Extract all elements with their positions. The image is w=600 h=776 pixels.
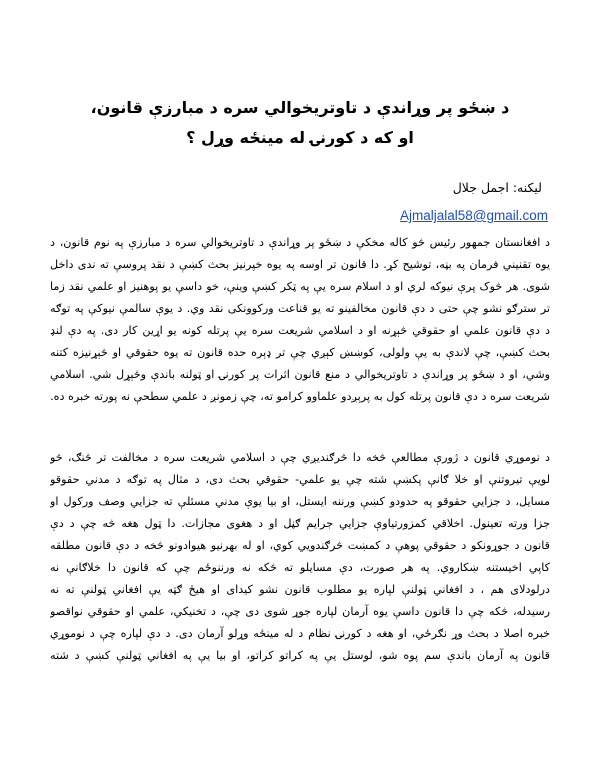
paragraph-line: بحث کښې، چې لاندې به یې ولولی، کوښښ کېږي چې تر ډېره حده قانون ته یوه حقوقي او څېړنیزه کتنه bbox=[50, 346, 550, 359]
paragraph-line: د دې قانون علمي او حقوقي څېړنه او د اسلامي شریعت سره یې پرتله کونه یو اړین کار دی. په دې لنډ bbox=[50, 324, 550, 337]
paragraph-line: مسایل، د جزایي حقوقو په حدودو کښې ورننه ایستل، او بیا یوې مدني مسئلې ته جزایي وصف ورکول او bbox=[50, 495, 550, 508]
paragraph-line: درلودلای هم ، د افغاني ټولنې لپاره یو مطلوب قانون نشو کیدای او هیڅ ګټه یې افغاني ټولنې ته نه bbox=[50, 583, 550, 596]
paragraph-line: قانون په آرمان باندې سم پوه شو، لوستل یې په کراتو کراتو، او بیا یې په افغاني ټولنې کښې د شته bbox=[50, 649, 550, 662]
paragraph-line: د افغانستان جمهور رئیس څو کاله مخکې د ښځو پر وړاندې د تاوتریخوالي سره د مبارزې په نوم قانون، د bbox=[50, 236, 550, 249]
paragraph-line: د نوموړي قانون د ژورې مطالعې څخه دا څرګندیږي چې د اسلامي شریعت سره د مخالفت تر څنګ، څو bbox=[50, 451, 550, 464]
author-email-link[interactable]: Ajmaljalal58@gmail.com bbox=[399, 208, 548, 223]
paragraph-line: لویې تیروتنې او خلا ګانې پکښې شته چې یو علمي- حقوقي بحث دی، د مثال په توګه د مدني حقوقو bbox=[50, 473, 550, 486]
document-title-line-1: د ښځو پر وړاندې د تاوتریخوالي سره د مبارزې قانون، bbox=[90, 98, 510, 117]
paragraph-line: تر سترګو نشو چې حتی د دې قانون مخالفینو ته یو قناعت ورکوونکی نقد وي. د یوې سالمې نیوکې په توګه bbox=[50, 302, 550, 315]
paragraph-line: وشي، او د ښځو پر وړاندې د تاوتریخوالي د منع قانون اثرات پر کورنۍ او ټولنه باندې وڅېړل شي. اسلامي bbox=[50, 368, 550, 381]
paragraph-line: شوی. هر څوک پرې نیوکه لري او د اسلام سره یې په ټکر کښې وینې، خو داسې یو پوهنیز او علمي نقد زما bbox=[50, 280, 550, 293]
paragraph-line: قانون د جوړونکو د حقوقي پوهې د کمښت څرګندویي کوي، او له بهرنیو هیوادونو څخه د دې قانون مطلقه bbox=[50, 539, 550, 552]
paragraph-line: شریعت سره د دې قانون پرتله کول به پرېږدو علماوو کرامو ته، چې زمونږ د علمي سطحې نه پورته خبره ده. bbox=[50, 390, 550, 403]
author-line: لیکنه: اجمل جلال bbox=[452, 180, 542, 195]
document-title-line-2: او که د کورنۍ له مینځه وړل ؟ bbox=[186, 128, 414, 147]
paragraph-line: جزا ورته تعینول. اخلاقي کمزورتیاوې جزایي جرایم ګڼل او د هغوی مجازات. دا ټول هغه څه چې د دې bbox=[50, 517, 550, 530]
paragraph-line: خبره اصلا د بحث وړ نګرځي، او هغه د کورنۍ نظام د له مینځه وړلو آرمان دی. د دې لپاره چې د نوموړي bbox=[50, 627, 550, 640]
paragraph-line: یوه تقنیني فرمان په بڼه، توشیح کړ. دا قانون تر اوسه په یوه خپرنیز بحث کښې د نقد پروسې ته ندی داخل bbox=[50, 258, 550, 271]
paragraph-line: کاپي اخیستنه ښکاروي. په هر صورت، دې مسایلو ته څکه نه ورننوځم چې که قانون دا خلاګانې نه bbox=[50, 561, 550, 574]
paragraph-line: رسیدله، څکه چې دا قانون داسې یوه آرمان لپاره جوړ شوی دی چې، د تخنیکي، علمي او حقوقي نواقصو bbox=[50, 605, 550, 618]
